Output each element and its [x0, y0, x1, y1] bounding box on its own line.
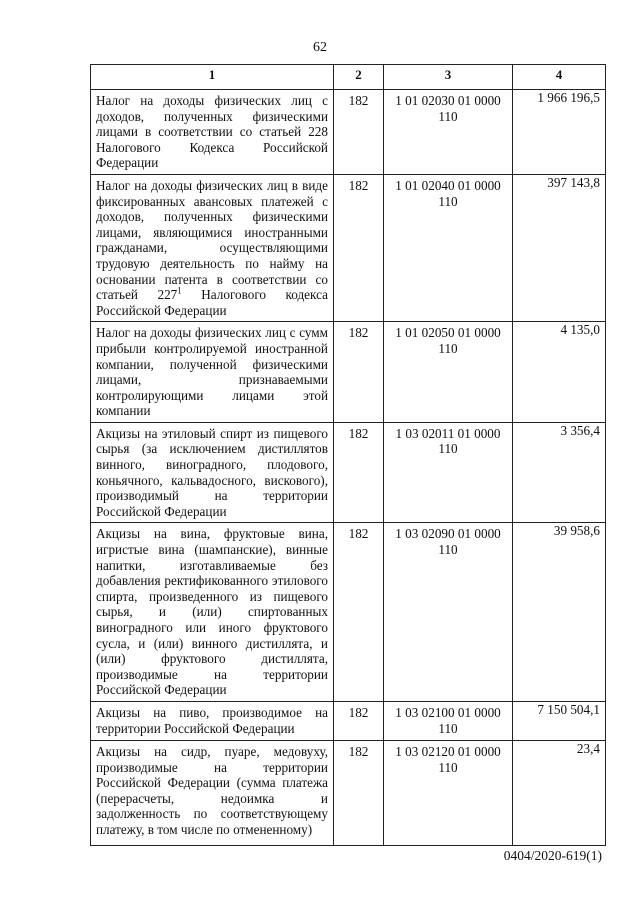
row-name-text: Налог на доходы физических лиц в виде фиксированных авансовых платежей с доходов, полученных физическими лицами, являющимися иностранными гражданами, осуществляющими трудовую деятельность по найму на основании патента в соответствии со статьей 227	[96, 177, 328, 303]
row-classification-code: 1 03 02011 01 0000 110	[384, 422, 513, 523]
table-row	[91, 422, 606, 523]
row-amount: 397 143,8	[513, 174, 606, 321]
table-row	[91, 322, 606, 423]
row-name: Налог на доходы физических лиц с доходов, полученных физическими лицами в соответствии со статьей 228 Налогового Кодекса Российской Федерации	[91, 90, 334, 175]
table-row	[91, 740, 606, 845]
row-name: Акцизы на вина, фруктовые вина, игристые вина (шампанские), винные напитки, изготавливаемые без добавления ректификованного этилового спирта, произведенного из пищевого сырья, и (или) спиртованных виноградного или иного фруктового сусла, и (или) винного дистиллята, и (или) фруктового дистиллята, производимые на территории Российской Федерации	[91, 523, 334, 702]
row-classification-code: 1 01 02030 01 0000 110	[384, 90, 513, 175]
column-header-amount: 4	[513, 65, 606, 90]
column-header-code: 3	[384, 65, 513, 90]
row-name-superscript: 1	[177, 285, 182, 296]
row-classification-code: 1 01 02040 01 0000 110	[384, 174, 513, 321]
row-classification-code: 1 01 02050 01 0000 110	[384, 322, 513, 423]
row-amount: 39 958,6	[513, 523, 606, 702]
table-row	[91, 174, 606, 321]
row-admin-code: 182	[334, 701, 384, 740]
row-amount: 4 135,0	[513, 322, 606, 423]
row-admin-code: 182	[334, 740, 384, 845]
row-name	[91, 174, 334, 321]
row-name: Акцизы на этиловый спирт из пищевого сырья (за исключением дистиллятов винного, виноградного, плодового, коньячного, кальвадосного, вискового), производимый на территории Российской Федерации	[91, 422, 334, 523]
row-name: Акцизы на пиво, производимое на территории Российской Федерации	[91, 701, 334, 740]
table-row	[91, 701, 606, 740]
row-name-text-tail: Налогового кодекса Российской Федерации	[96, 287, 328, 318]
page-number: 62	[313, 40, 327, 55]
row-admin-code: 182	[334, 523, 384, 702]
row-amount: 3 356,4	[513, 422, 606, 523]
row-classification-code: 1 03 02120 01 0000 110	[384, 740, 513, 845]
row-classification-code: 1 03 02090 01 0000 110	[384, 523, 513, 702]
revenue-table	[90, 64, 606, 846]
row-amount: 1 966 196,5	[513, 90, 606, 175]
row-amount: 23,4	[513, 740, 606, 845]
column-header-admin: 2	[334, 65, 384, 90]
row-classification-code: 1 03 02100 01 0000 110	[384, 701, 513, 740]
row-admin-code: 182	[334, 422, 384, 523]
row-name: Акцизы на сидр, пуаре, медовуху, производимые на территории Российской Федерации (сумма платежа (перерасчеты, недоимка и задолженность по соответствующему платежу, в том числе по отмененному)	[91, 740, 334, 845]
table-row	[91, 523, 606, 702]
row-admin-code: 182	[334, 174, 384, 321]
row-amount: 7 150 504,1	[513, 701, 606, 740]
row-admin-code: 182	[334, 322, 384, 423]
column-header-name: 1	[91, 65, 334, 90]
row-name: Налог на доходы физических лиц с сумм прибыли контролируемой иностранной компании, полученной физическими лицами, признаваемыми контролирующими лицами этой компании	[91, 322, 334, 423]
table-row	[91, 90, 606, 175]
row-admin-code: 182	[334, 90, 384, 175]
table-header-row	[91, 65, 606, 90]
document-footer-code: 0404/2020-619(1)	[503, 848, 602, 863]
